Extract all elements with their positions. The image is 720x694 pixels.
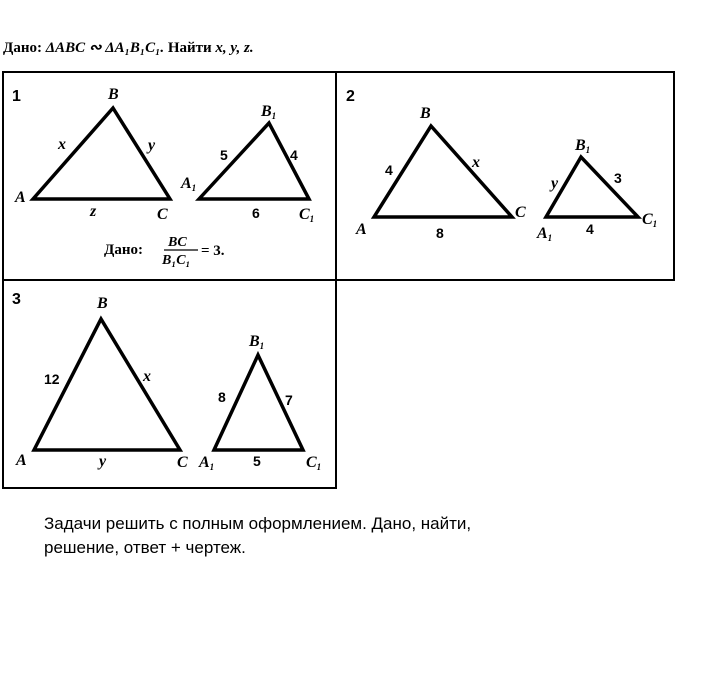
p1-vertex-b1: B1 — [261, 103, 277, 121]
problem-3-number: 3 — [12, 291, 21, 308]
p3-vertex-b1: B1 — [249, 333, 265, 351]
p2-vertex-c: C — [515, 204, 526, 221]
p3-side-ab: 12 — [44, 371, 60, 387]
p1-vertex-c1: C1 — [299, 206, 315, 224]
problem-2-number: 2 — [346, 88, 355, 105]
note-line-2: решение, ответ + чертеж. — [44, 538, 246, 557]
p3-side-ac: y — [99, 453, 107, 470]
p2-vertex-a1: A1 — [537, 225, 553, 243]
p1-side-a1c1: 6 — [252, 205, 260, 221]
p2-side-ac: 8 — [436, 225, 444, 241]
p1-given-label: Дано: — [104, 242, 143, 258]
p2-side-a1b1: y — [551, 175, 559, 192]
problem-1-number: 1 — [12, 88, 21, 105]
header-given: ΔABC ∾ ΔA₁B₁C₁. — [45, 40, 165, 56]
p1-side-a1b1: 5 — [220, 147, 228, 163]
p3-side-a1b1: 8 — [218, 389, 226, 405]
assignment-note — [44, 512, 684, 560]
p1-side-ab: x — [58, 136, 66, 153]
problem-2-triangle-a1b1c1 — [546, 157, 638, 217]
p2-vertex-c1: C1 — [642, 211, 658, 229]
p1-ratio-value: = 3. — [201, 243, 225, 259]
p1-vertex-a1: A1 — [181, 175, 197, 193]
p2-side-ab: 4 — [385, 162, 393, 178]
p2-side-bc: x — [472, 154, 480, 171]
header-task-vars: x, y, z. — [215, 40, 254, 56]
p1-side-bc: y — [148, 137, 156, 154]
header-prefix: Дано: — [3, 40, 46, 56]
p1-vertex-b: B — [108, 86, 119, 103]
p3-side-b1c1: 7 — [285, 392, 293, 408]
p1-vertex-a: A — [15, 189, 26, 206]
p1-ratio-denominator: B₁C₁ — [162, 253, 191, 268]
p2-vertex-b: B — [420, 105, 431, 122]
p2-vertex-a: A — [356, 221, 367, 238]
p1-side-b1c1: 4 — [290, 147, 298, 163]
p3-side-bc: x — [143, 368, 151, 385]
p1-ratio-numerator: BC — [168, 235, 187, 250]
p3-side-a1c1: 5 — [253, 453, 261, 469]
p3-vertex-a1: A1 — [199, 454, 215, 472]
p3-vertex-a: A — [16, 452, 27, 469]
p3-vertex-c: C — [177, 454, 188, 471]
p3-vertex-b: B — [97, 295, 108, 312]
header-task-label: Найти — [167, 40, 216, 56]
p1-vertex-c: C — [157, 206, 168, 223]
problem-2-triangle-abc — [374, 126, 512, 217]
p2-vertex-b1: B1 — [575, 137, 591, 155]
p1-side-ac: z — [90, 203, 97, 220]
p3-vertex-c1: C1 — [306, 454, 322, 472]
p2-side-b1c1: 3 — [614, 170, 622, 186]
p2-side-a1c1: 4 — [586, 221, 594, 237]
note-line-1: Задачи решить с полным оформлением. Дано, найти, — [44, 514, 472, 533]
